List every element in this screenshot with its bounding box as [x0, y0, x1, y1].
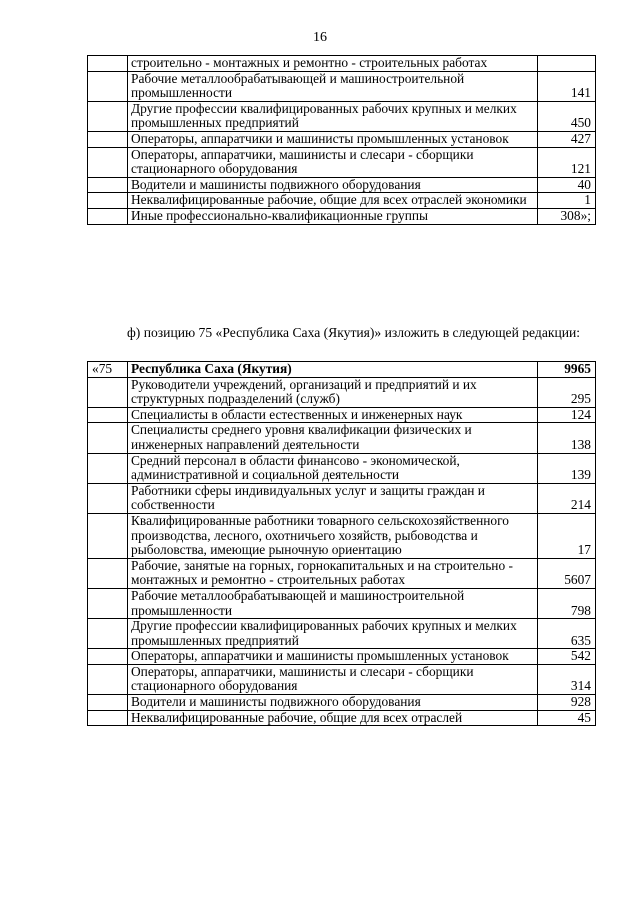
- value-cell: 1: [538, 193, 596, 209]
- table-row: [88, 193, 596, 209]
- value-cell: 542: [538, 649, 596, 665]
- code-cell: [88, 193, 128, 209]
- table-row: [88, 695, 596, 711]
- name-cell: строительно - монтажных и ремонтно - строительных работах: [128, 56, 538, 72]
- value-cell: 295: [538, 377, 596, 407]
- value-cell: 798: [538, 588, 596, 618]
- name-cell: Операторы, аппаратчики и машинисты промышленных установок: [128, 131, 538, 147]
- code-cell: [88, 558, 128, 588]
- table-row: [88, 362, 596, 378]
- value-cell: 17: [538, 513, 596, 558]
- name-cell: Работники сферы индивидуальных услуг и защиты граждан и собственности: [128, 483, 538, 513]
- name-cell: Рабочие металлообрабатывающей и машиностроительной промышленности: [128, 71, 538, 101]
- value-cell: 121: [538, 147, 596, 177]
- value-cell: 314: [538, 664, 596, 694]
- name-cell: Другие профессии квалифицированных рабочих крупных и мелких промышленных предприятий: [128, 101, 538, 131]
- code-cell: [88, 695, 128, 711]
- value-cell: 139: [538, 453, 596, 483]
- value-cell: 427: [538, 131, 596, 147]
- table-row: [88, 558, 596, 588]
- name-cell: Рабочие металлообрабатывающей и машиностроительной промышленности: [128, 588, 538, 618]
- table-row: [88, 453, 596, 483]
- table-row: [88, 423, 596, 453]
- name-cell: Другие профессии квалифицированных рабочих крупных и мелких промышленных предприятий: [128, 619, 538, 649]
- value-cell: [538, 56, 596, 72]
- code-cell: [88, 619, 128, 649]
- code-cell: [88, 483, 128, 513]
- value-cell: 45: [538, 710, 596, 726]
- table-row: [88, 664, 596, 694]
- name-cell: Квалифицированные работники товарного сельскохозяйственного производства, лесного, охотничьего хозяйств, рыбоводства и рыболовства, имеющие рыночную ориентацию: [128, 513, 538, 558]
- top-table: [87, 55, 596, 225]
- code-cell: [88, 423, 128, 453]
- name-cell: Неквалифицированные рабочие, общие для всех отраслей экономики: [128, 193, 538, 209]
- code-cell: «75: [88, 362, 128, 378]
- table-row: [88, 131, 596, 147]
- name-cell: Иные профессионально-квалификационные группы: [128, 208, 538, 224]
- code-cell: [88, 208, 128, 224]
- code-cell: [88, 649, 128, 665]
- value-cell: 40: [538, 177, 596, 193]
- name-cell: Рабочие, занятые на горных, горнокапитальных и на строительно - монтажных и ремонтно - строительных работах: [128, 558, 538, 588]
- table-row: [88, 147, 596, 177]
- code-cell: [88, 453, 128, 483]
- value-cell: 450: [538, 101, 596, 131]
- code-cell: [88, 513, 128, 558]
- value-cell: 928: [538, 695, 596, 711]
- code-cell: [88, 407, 128, 423]
- page-number: 16: [313, 30, 327, 45]
- name-cell: Операторы, аппаратчики и машинисты промышленных установок: [128, 649, 538, 665]
- value-cell: 9965: [538, 362, 596, 378]
- table-row: [88, 649, 596, 665]
- code-cell: [88, 101, 128, 131]
- code-cell: [88, 131, 128, 147]
- name-cell: Неквалифицированные рабочие, общие для всех отраслей: [128, 710, 538, 726]
- value-cell: 138: [538, 423, 596, 453]
- bottom-table: [87, 361, 596, 726]
- value-cell: 5607: [538, 558, 596, 588]
- table-row: [88, 56, 596, 72]
- name-cell: Водители и машинисты подвижного оборудования: [128, 177, 538, 193]
- name-cell: Специалисты в области естественных и инженерных наук: [128, 407, 538, 423]
- name-cell: Средний персонал в области финансово - экономической, административной и социальной деятельности: [128, 453, 538, 483]
- code-cell: [88, 177, 128, 193]
- name-cell: Водители и машинисты подвижного оборудования: [128, 695, 538, 711]
- name-cell: Руководители учреждений, организаций и предприятий и их структурных подразделений (служб): [128, 377, 538, 407]
- name-cell: Операторы, аппаратчики, машинисты и слесари - сборщики стационарного оборудования: [128, 664, 538, 694]
- table-row: [88, 377, 596, 407]
- table-row: [88, 588, 596, 618]
- value-cell: 635: [538, 619, 596, 649]
- value-cell: 141: [538, 71, 596, 101]
- table-row: [88, 71, 596, 101]
- code-cell: [88, 588, 128, 618]
- code-cell: [88, 71, 128, 101]
- table-row: [88, 101, 596, 131]
- code-cell: [88, 377, 128, 407]
- code-cell: [88, 56, 128, 72]
- table-row: [88, 208, 596, 224]
- amendment-paragraph: ф) позицию 75 «Республика Саха (Якутия)» изложить в следующей редакции:: [127, 325, 581, 340]
- name-cell: Операторы, аппаратчики, машинисты и слесари - сборщики стационарного оборудования: [128, 147, 538, 177]
- value-cell: 214: [538, 483, 596, 513]
- table-row: [88, 483, 596, 513]
- code-cell: [88, 664, 128, 694]
- name-cell: Специалисты среднего уровня квалификации физических и инженерных направлений деятельности: [128, 423, 538, 453]
- code-cell: [88, 710, 128, 726]
- table-row: [88, 177, 596, 193]
- table-row: [88, 407, 596, 423]
- value-cell: 308»;: [538, 208, 596, 224]
- table-row: [88, 513, 596, 558]
- table-row: [88, 619, 596, 649]
- name-cell: Республика Саха (Якутия): [128, 362, 538, 378]
- table-row: [88, 710, 596, 726]
- code-cell: [88, 147, 128, 177]
- value-cell: 124: [538, 407, 596, 423]
